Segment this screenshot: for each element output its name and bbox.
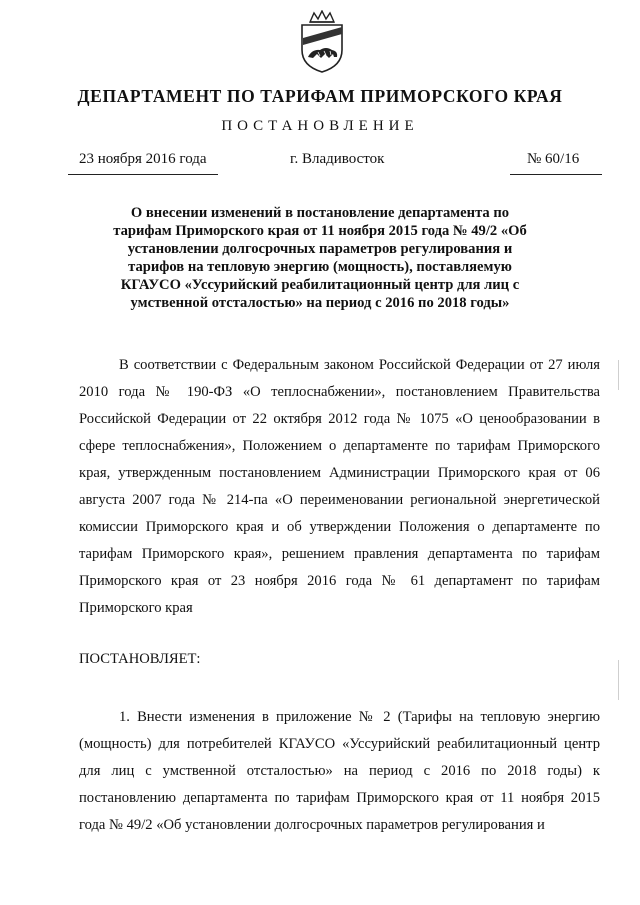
coat-of-arms-icon [296,10,348,74]
date-underline [68,174,218,175]
document-number: № 60/16 [527,151,580,167]
preamble-paragraph: В соответствии с Федеральным законом Российской Федерации от 27 июля 2010 года № 190-ФЗ «О теплоснабжении», постановлением Правительства Российской Федерации от 22 октября 2012 года № 1075 «О ценообразовании в сфере теплоснабжения», Положением о департаменте по тарифам Приморского края, утвержденным постановлением Администрации Приморского края от 06 августа 2007 года № 214-па «О переименовании региональной энергетической комиссии Приморского края и об утверждении Положения о департаменте по тарифам Приморского края», решением правления департамента по тарифам Приморского края от 23 ноября 2016 года № 61 департамент по тарифам Приморского края [79,357,600,616]
document-type: ПОСТАНОВЛЕНИЕ [221,118,419,134]
ruling-word: ПОСТАНОВЛЯЕТ: [79,651,201,667]
scan-edge-mark [618,660,619,700]
document-city: г. Владивосток [290,151,385,167]
document-date: 23 ноября 2016 года [79,151,207,167]
item-1-paragraph: 1. Внести изменения в приложение № 2 (Тарифы на тепловую энергию (мощность) для потребителей КГАУСО «Уссурийский реабилитационный центр для лиц с умственной отсталостью» на период с 2016 по 2018 годы) к постановлению департамента по тарифам Приморского края от 11 ноября 2015 года № 49/2 «Об установлении долгосрочных параметров регулирования и [79,709,600,833]
department-title: ДЕПАРТАМЕНТ ПО ТАРИФАМ ПРИМОРСКОГО КРАЯ [77,86,563,106]
document-heading: О внесении изменений в постановление департамента по тарифам Приморского края от 11 ноября 2015 года № 49/2 «Об установлении долгосрочных параметров регулирования и тарифов на тепловую энергию (мощность), поставляемую КГАУСО «Уссурийский реабилитационный центр для лиц с умственной отсталостью» на период с 2016 по 2018 годы» [113,205,527,311]
number-underline [510,174,602,175]
scan-edge-mark [618,360,619,390]
